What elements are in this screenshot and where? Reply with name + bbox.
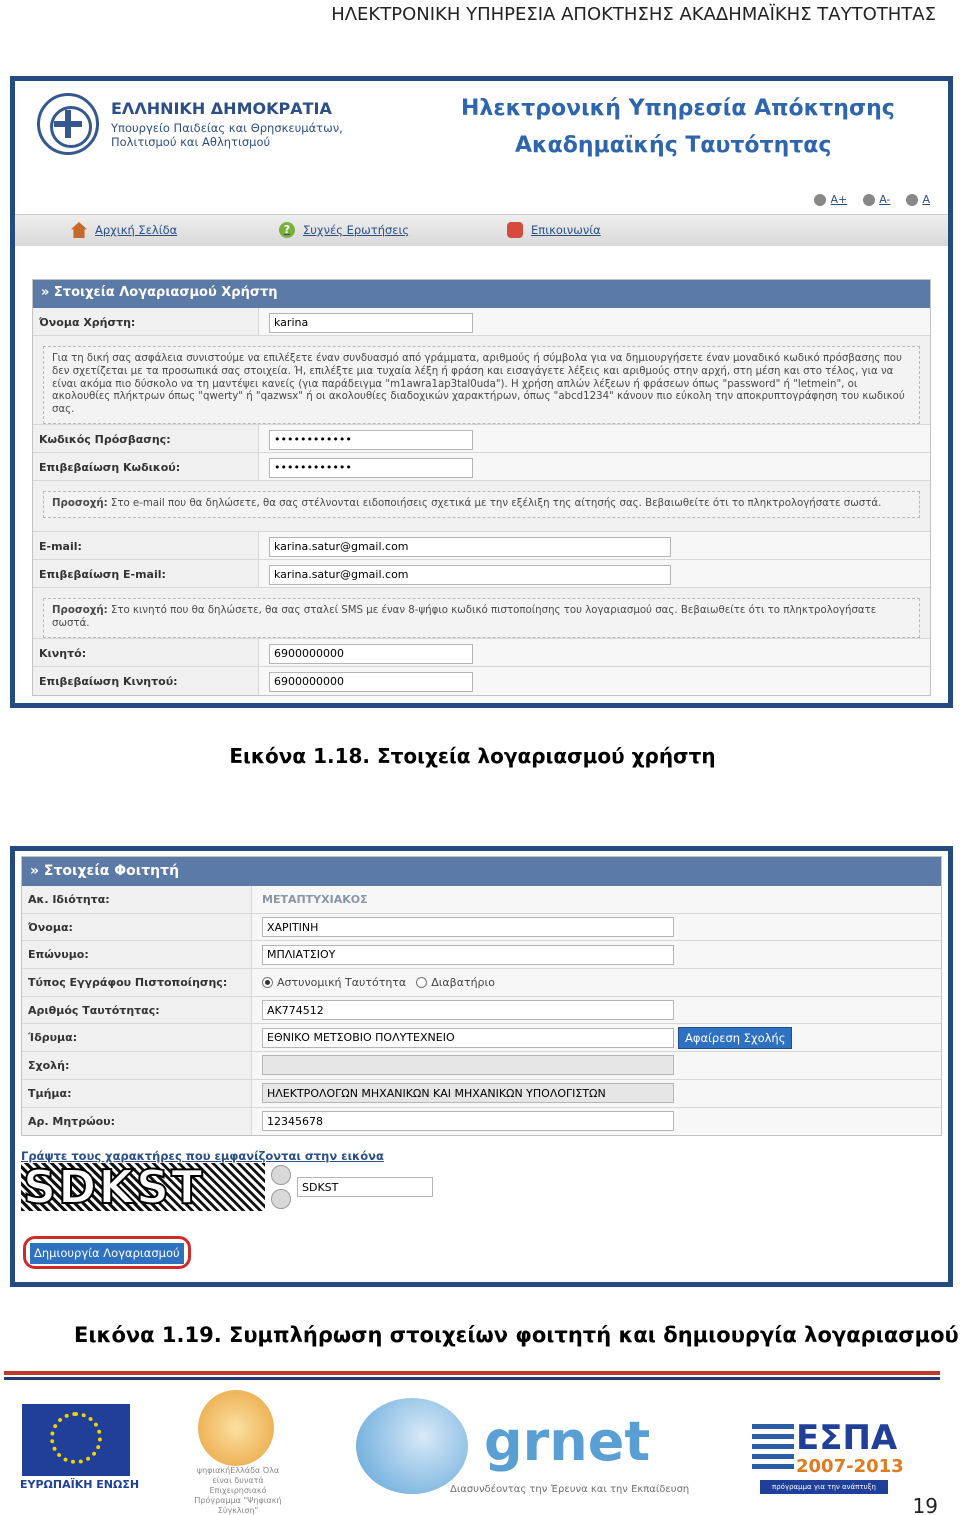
remove-school-button[interactable]: Αφαίρεση Σχολής <box>678 1027 792 1049</box>
mobile-row <box>33 639 930 667</box>
font-size-controls <box>814 193 930 206</box>
status-row <box>22 886 941 914</box>
passport-radio[interactable] <box>416 977 427 988</box>
create-account-button[interactable]: Δημιουργία Λογαριασμού <box>30 1243 184 1264</box>
first-name-label: Όνομα: <box>22 914 252 941</box>
site-header <box>15 81 948 214</box>
email-label: E-mail: <box>33 532 259 559</box>
eu-logo-text: ΕΥΡΩΠΑΪΚΗ ΕΝΩΣΗ <box>20 1478 140 1491</box>
captcha-prompt: Γράψτε τους χαρακτήρες που εμφανίζονται στην εικόνα <box>21 1149 384 1163</box>
password-confirm-row <box>33 453 930 481</box>
student-screenshot <box>10 846 953 1287</box>
contrast-button[interactable]: A <box>906 193 930 206</box>
grnet-logo-text: grnet <box>484 1410 651 1473</box>
registry-label: Αρ. Μητρώου: <box>22 1108 252 1136</box>
captcha-input[interactable] <box>297 1177 433 1197</box>
nav-home-link[interactable]: Αρχική Σελίδα <box>71 222 177 238</box>
captcha-image <box>21 1163 265 1211</box>
email-confirm-input[interactable] <box>269 565 671 585</box>
email-warning-note: Προσοχή: Στο e-mail που θα δηλώσετε, θα σας στέλνονται ειδοποιήσεις σχετικά με την εξέλιξη της αίτησής σας. Βεβαιωθείτε ότι το πληκτρολογήσατε σωστά. <box>43 491 920 518</box>
last-name-input[interactable] <box>262 945 674 965</box>
department-input[interactable] <box>262 1083 674 1103</box>
mobile-confirm-row <box>33 667 930 695</box>
password-row <box>33 425 930 453</box>
footer-divider <box>4 1377 940 1380</box>
username-input[interactable] <box>269 313 473 333</box>
espa-years: 2007-2013 <box>796 1456 904 1477</box>
font-decrease-button[interactable]: A- <box>863 193 890 206</box>
grnet-logo-icon <box>356 1398 468 1494</box>
id-number-input[interactable] <box>262 1000 674 1020</box>
institution-row <box>22 1024 941 1052</box>
refresh-icon[interactable] <box>271 1165 291 1185</box>
help-icon: ? <box>279 222 295 238</box>
nav-faq-link[interactable]: ? Συχνές Ερωτήσεις <box>279 222 409 238</box>
digital-greece-text: ψηφιακήΕλλάδα Όλα είναι δυνατά Επιχειρησιακό Πρόγραμμα "Ψηφιακή Σύγκλιση" <box>194 1466 282 1515</box>
status-label: Ακ. Ιδιότητα: <box>22 886 252 913</box>
espa-logo-text: ΕΣΠΑ <box>796 1418 898 1458</box>
mobile-input[interactable] <box>269 644 473 664</box>
id-number-row <box>22 997 941 1025</box>
last-name-row <box>22 941 941 969</box>
email-input[interactable] <box>269 537 671 557</box>
eu-flag-logo <box>22 1404 130 1476</box>
contrast-icon <box>906 194 918 206</box>
account-panel-title: » Στοιχεία Λογαριασμού Χρήστη <box>33 280 930 308</box>
mobile-warning-note: Προσοχή: Στο κινητό που θα δηλώσετε, θα σας σταλεί SMS με έναν 8-ψήφιο κωδικό πιστοποίησης του λογαριασμού σας. Βεβαιωθείτε ότι το πληκτρολογήσατε σωστά. <box>43 598 920 638</box>
password-guidance-note: Για τη δική σας ασφάλεια συνιστούμε να επιλέξετε έναν συνδυασμό από γράμματα, αριθμούς ή σύμβολα για να δημιουργήσετε έναν μοναδικό κωδικό πρόσβασης που δεν σχετίζεται με τα προσωπικά σας στοιχεία. Ή, επιλέξτε μια τυχαία λέξη ή φράση και εισαγάγετε λέξεις και αριθμούς στην αρχή, στη μέση και στο τέλος, για να είναι ακόμα πιο δύσκολο να τη μαντέψει κανείς (για παράδειγμα "m1awra1ap3tal0uda"). Η χρήση απλών λέξεων ή φράσεων όπως "password" ή "letmein", οι ακολουθίες πλήκτρων όπως "qwerty" ή "qazwsx" ή οι ακολουθίες διαδοχικών χαρακτήρων, όπως "abcd1234" κάνουν πιο εύκολη την αποκρυπτογράφηση του κωδικού σας. <box>43 346 920 424</box>
school-input[interactable] <box>262 1055 674 1075</box>
mobile-label: Κινητό: <box>33 639 259 666</box>
home-icon <box>71 222 87 238</box>
student-panel-title: » Στοιχεία Φοιτητή <box>22 857 941 886</box>
running-header: ΗΛΕΚΤΡΟΝΙΚΗ ΥΠΗΡΕΣΙΑ ΑΠΟΚΤΗΣΗΣ ΑΚΑΔΗΜΑΪΚΗΣ ΤΑΥΤΟΤΗΤΑΣ <box>331 4 936 25</box>
username-label: Όνομα Χρήστη: <box>33 308 259 335</box>
footer-divider <box>4 1371 940 1375</box>
font-increase-button[interactable]: A+ <box>814 193 847 206</box>
school-row <box>22 1052 941 1080</box>
registry-row <box>22 1108 941 1136</box>
audio-icon[interactable] <box>271 1189 291 1209</box>
mobile-confirm-label: Επιβεβαίωση Κινητού: <box>33 667 259 695</box>
doc-type-label: Τύπος Εγγράφου Πιστοποίησης: <box>22 969 252 996</box>
email-confirm-label: Επιβεβαίωση E-mail: <box>33 560 259 587</box>
email-row <box>33 532 930 560</box>
email-confirm-row <box>33 560 930 588</box>
greek-emblem-icon <box>37 93 99 155</box>
first-name-input[interactable] <box>262 917 674 937</box>
figure-caption-1-18: Εικόνα 1.18. Στοιχεία λογαριασμού χρήστη <box>229 744 716 768</box>
id-number-label: Αριθμός Ταυτότητας: <box>22 997 252 1024</box>
institution-label: Ίδρυμα: <box>22 1024 252 1051</box>
account-screenshot <box>10 76 953 708</box>
service-title-line2: Ακαδημαϊκής Ταυτότητας <box>515 133 832 158</box>
school-label: Σχολή: <box>22 1052 252 1079</box>
espa-tagline: πρόγραμμα για την ανάπτυξη <box>760 1480 888 1494</box>
magnifier-icon <box>814 194 826 206</box>
first-name-row <box>22 914 941 942</box>
student-form <box>21 856 942 1136</box>
department-label: Τμήμα: <box>22 1080 252 1107</box>
digital-greece-logo <box>198 1390 274 1466</box>
nav-contact-link[interactable]: Επικοινωνία <box>507 222 601 238</box>
institution-input[interactable] <box>262 1028 674 1048</box>
password-confirm-label: Επιβεβαίωση Κωδικού: <box>33 453 259 480</box>
grnet-tagline: Διασυνδέοντας την Έρευνα και την Εκπαίδευση <box>450 1484 690 1495</box>
mobile-confirm-input[interactable] <box>269 672 473 692</box>
captcha-image-text: SDKST <box>23 1163 205 1211</box>
magnifier-icon <box>863 194 875 206</box>
phone-icon <box>507 222 523 238</box>
last-name-label: Επώνυμο: <box>22 941 252 968</box>
username-row <box>33 308 930 336</box>
id-card-radio[interactable] <box>262 977 273 988</box>
account-form <box>32 279 931 696</box>
service-title-line1: Ηλεκτρονική Υπηρεσία Απόκτησης <box>461 96 895 121</box>
figure-caption-1-19: Εικόνα 1.19. Συμπλήρωση στοιχείων φοιτητή και δημιουργία λογαριασμού <box>74 1323 959 1347</box>
espa-flag-icon <box>752 1424 794 1470</box>
id-card-radio-label: Αστυνομική Ταυτότητα <box>277 975 407 989</box>
department-row <box>22 1080 941 1108</box>
gov-subtitle: Υπουργείο Παιδείας και Θρησκευμάτων, Πολιτισμού και Αθλητισμού <box>111 121 343 149</box>
doc-type-row <box>22 969 941 997</box>
create-account-highlight <box>23 1236 191 1269</box>
status-value: ΜΕΤΑΠΤΥΧΙΑΚΟΣ <box>262 892 368 906</box>
password-label: Κωδικός Πρόσβασης: <box>33 425 259 452</box>
gov-title: ΕΛΛΗΝΙΚΗ ΔΗΜΟΚΡΑΤΙΑ <box>111 99 332 118</box>
page-number: 19 <box>912 1494 938 1515</box>
nav-bar <box>15 214 948 246</box>
passport-radio-label: Διαβατήριο <box>431 975 495 989</box>
password-input[interactable] <box>269 430 473 450</box>
password-confirm-input[interactable] <box>269 458 473 478</box>
registry-input[interactable] <box>262 1111 674 1131</box>
